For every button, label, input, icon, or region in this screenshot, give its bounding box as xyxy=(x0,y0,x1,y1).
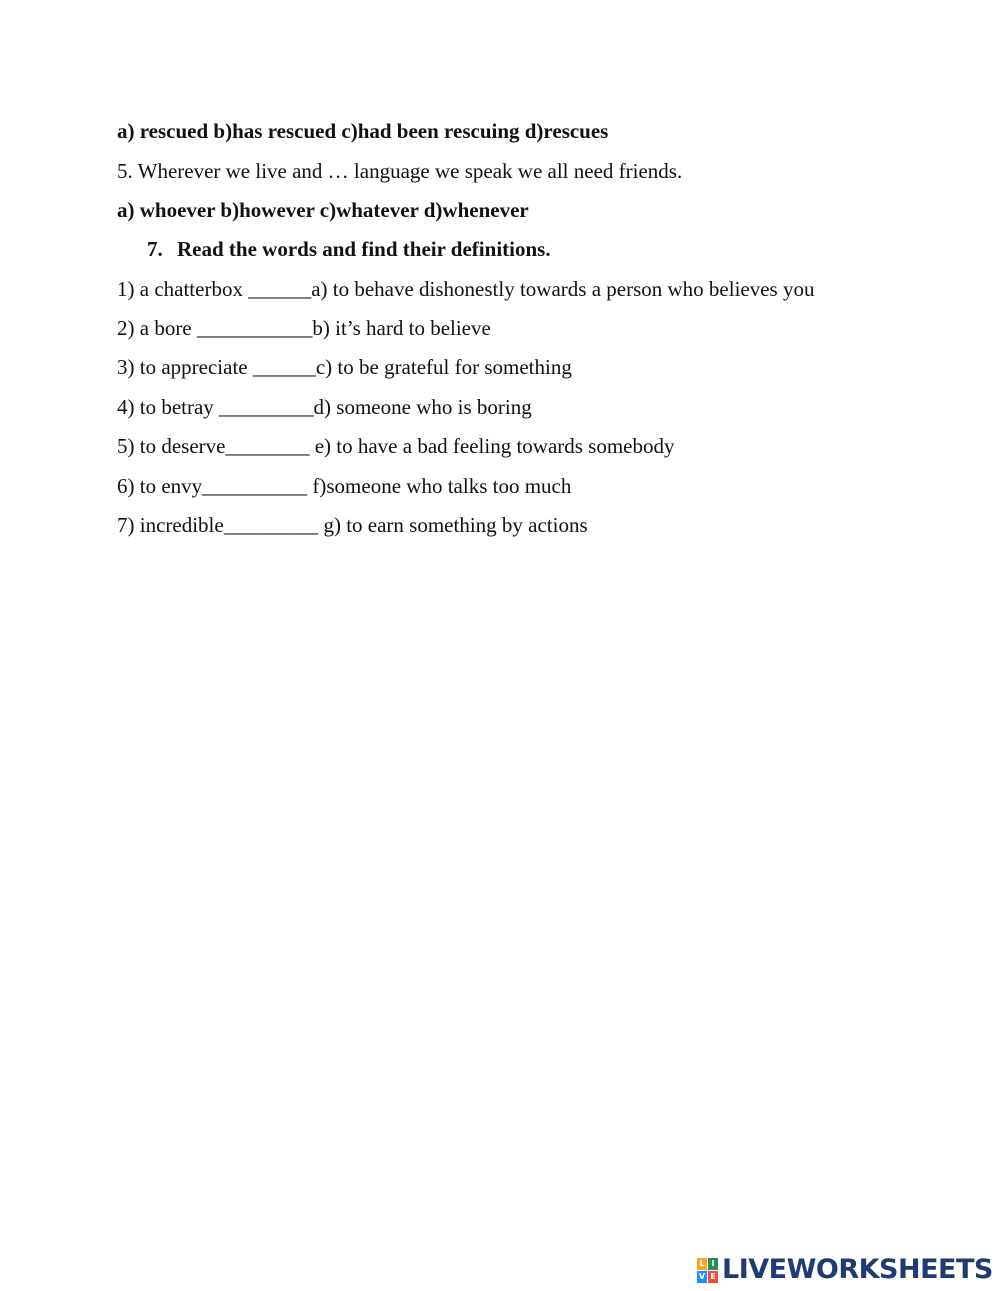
answer-options-q4: a) rescued b)has rescued c)had been rescuing d)rescues xyxy=(117,119,609,143)
matching-item: 1) a chatterbox ______a) to behave dishonestly towards a person who believes you xyxy=(117,277,815,301)
logo-text: LIVEWORKSHEETS xyxy=(722,1254,993,1285)
logo-mark-tile: I xyxy=(708,1258,718,1270)
matching-item: 6) to envy__________ f)someone who talks too much xyxy=(117,474,572,498)
matching-item: 3) to appreciate ______c) to be grateful for something xyxy=(117,355,572,379)
matching-item: 2) a bore ___________b) it’s hard to believe xyxy=(117,316,491,340)
answer-options-q5: a) whoever b)however c)whatever d)whenever xyxy=(117,198,529,222)
matching-item: 7) incredible_________ g) to earn something by actions xyxy=(117,513,588,537)
logo-mark-tile: L xyxy=(697,1258,707,1270)
logo-mark-tile: E xyxy=(708,1271,718,1283)
matching-item: 4) to betray _________d) someone who is boring xyxy=(117,395,532,419)
section-heading xyxy=(147,236,551,262)
section-title: Read the words and find their definitions. xyxy=(177,237,551,261)
matching-item: 5) to deserve________ e) to have a bad feeling towards somebody xyxy=(117,434,675,458)
liveworksheets-logo xyxy=(697,1256,993,1284)
question-5: 5. Wherever we live and … language we speak we all need friends. xyxy=(117,159,683,183)
logo-mark-tile: V xyxy=(698,1271,706,1281)
section-number: 7. xyxy=(147,237,163,261)
logo-mark-icon xyxy=(697,1258,718,1283)
